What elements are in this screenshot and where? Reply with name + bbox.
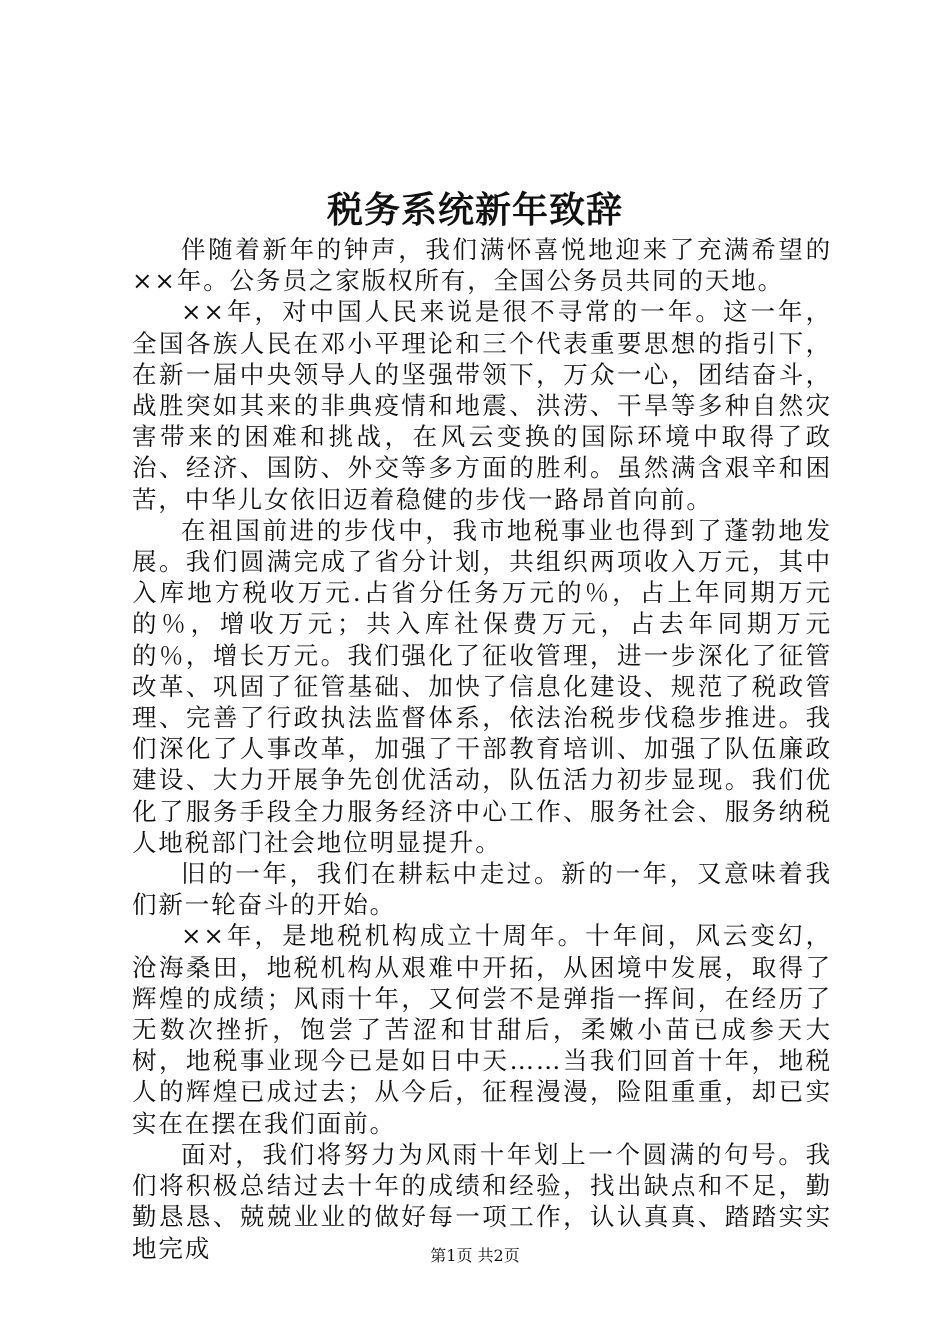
paragraph-5: ××年，是地税机构成立十周年。十年间，风云变幻，沧海桑田，地税机构从艰难中开拓，从困境中发展，取得了辉煌的成绩；风雨十年，又何尝不是弹指一挥间，在经历了无数次挫折，饱尝了苦涩和甘甜后，柔嫩小苗已成参天大树，地税事业现今已是如日中天……当我们回首十年，地税人的辉煌已成过去；从今后，征程漫漫，险阻重重，却已实实在在摆在我们面前。	[132, 921, 832, 1138]
paragraph-3: 在祖国前进的步伐中，我市地税事业也得到了蓬勃地发展。我们圆满完成了省分计划，共组织两项收入万元，其中入库地方税收万元.占省分任务万元的％，占上年同期万元的％，增收万元；共入库社保费万元，占去年同期万元的％，增长万元。我们强化了征收管理，进一步深化了征管改革、巩固了征管基础、加快了信息化建设、规范了税政管理、完善了行政执法监督体系，依法治税步伐稳步推进。我们深化了人事改革，加强了干部教育培训、加强了队伍廉政建设、大力开展争先创优活动，队伍活力初步显现。我们优化了服务手段全力服务经济中心工作、服务社会、服务纳税人地税部门社会地位明显提升。	[132, 515, 832, 857]
document-title: 税务系统新年致辞	[326, 189, 623, 231]
paragraph-4: 旧的一年，我们在耕耘中走过。新的一年，又意味着我们新一轮奋斗的开始。	[132, 859, 832, 920]
paragraph-1: 伴随着新年的钟声，我们满怀喜悦地迎来了充满希望的××年。公务员之家版权所有，全国公务员共同的天地。	[132, 235, 832, 296]
page-number-footer: 第1页 共2页	[430, 1246, 520, 1265]
paragraph-6: 面对，我们将努力为风雨十年划上一个圆满的句号。我们将积极总结过去十年的成绩和经验，找出缺点和不足，勤勤恳恳、兢兢业业的做好每一项工作，认认真真、踏踏实实地完成	[132, 1139, 832, 1263]
paragraph-2: ××年，对中国人民来说是很不寻常的一年。这一年，全国各族人民在邓小平理论和三个代表重要思想的指引下，在新一届中央领导人的坚强带领下，万众一心，团结奋斗，战胜突如其来的非典疫情和地震、洪涝、干旱等多种自然灾害带来的困难和挑战，在风云变换的国际环境中取得了政治、经济、国防、外交等多方面的胜利。虽然满含艰辛和困苦，中华儿女依旧迈着稳健的步伐一路昂首向前。	[132, 297, 832, 514]
document-body	[132, 234, 832, 1264]
